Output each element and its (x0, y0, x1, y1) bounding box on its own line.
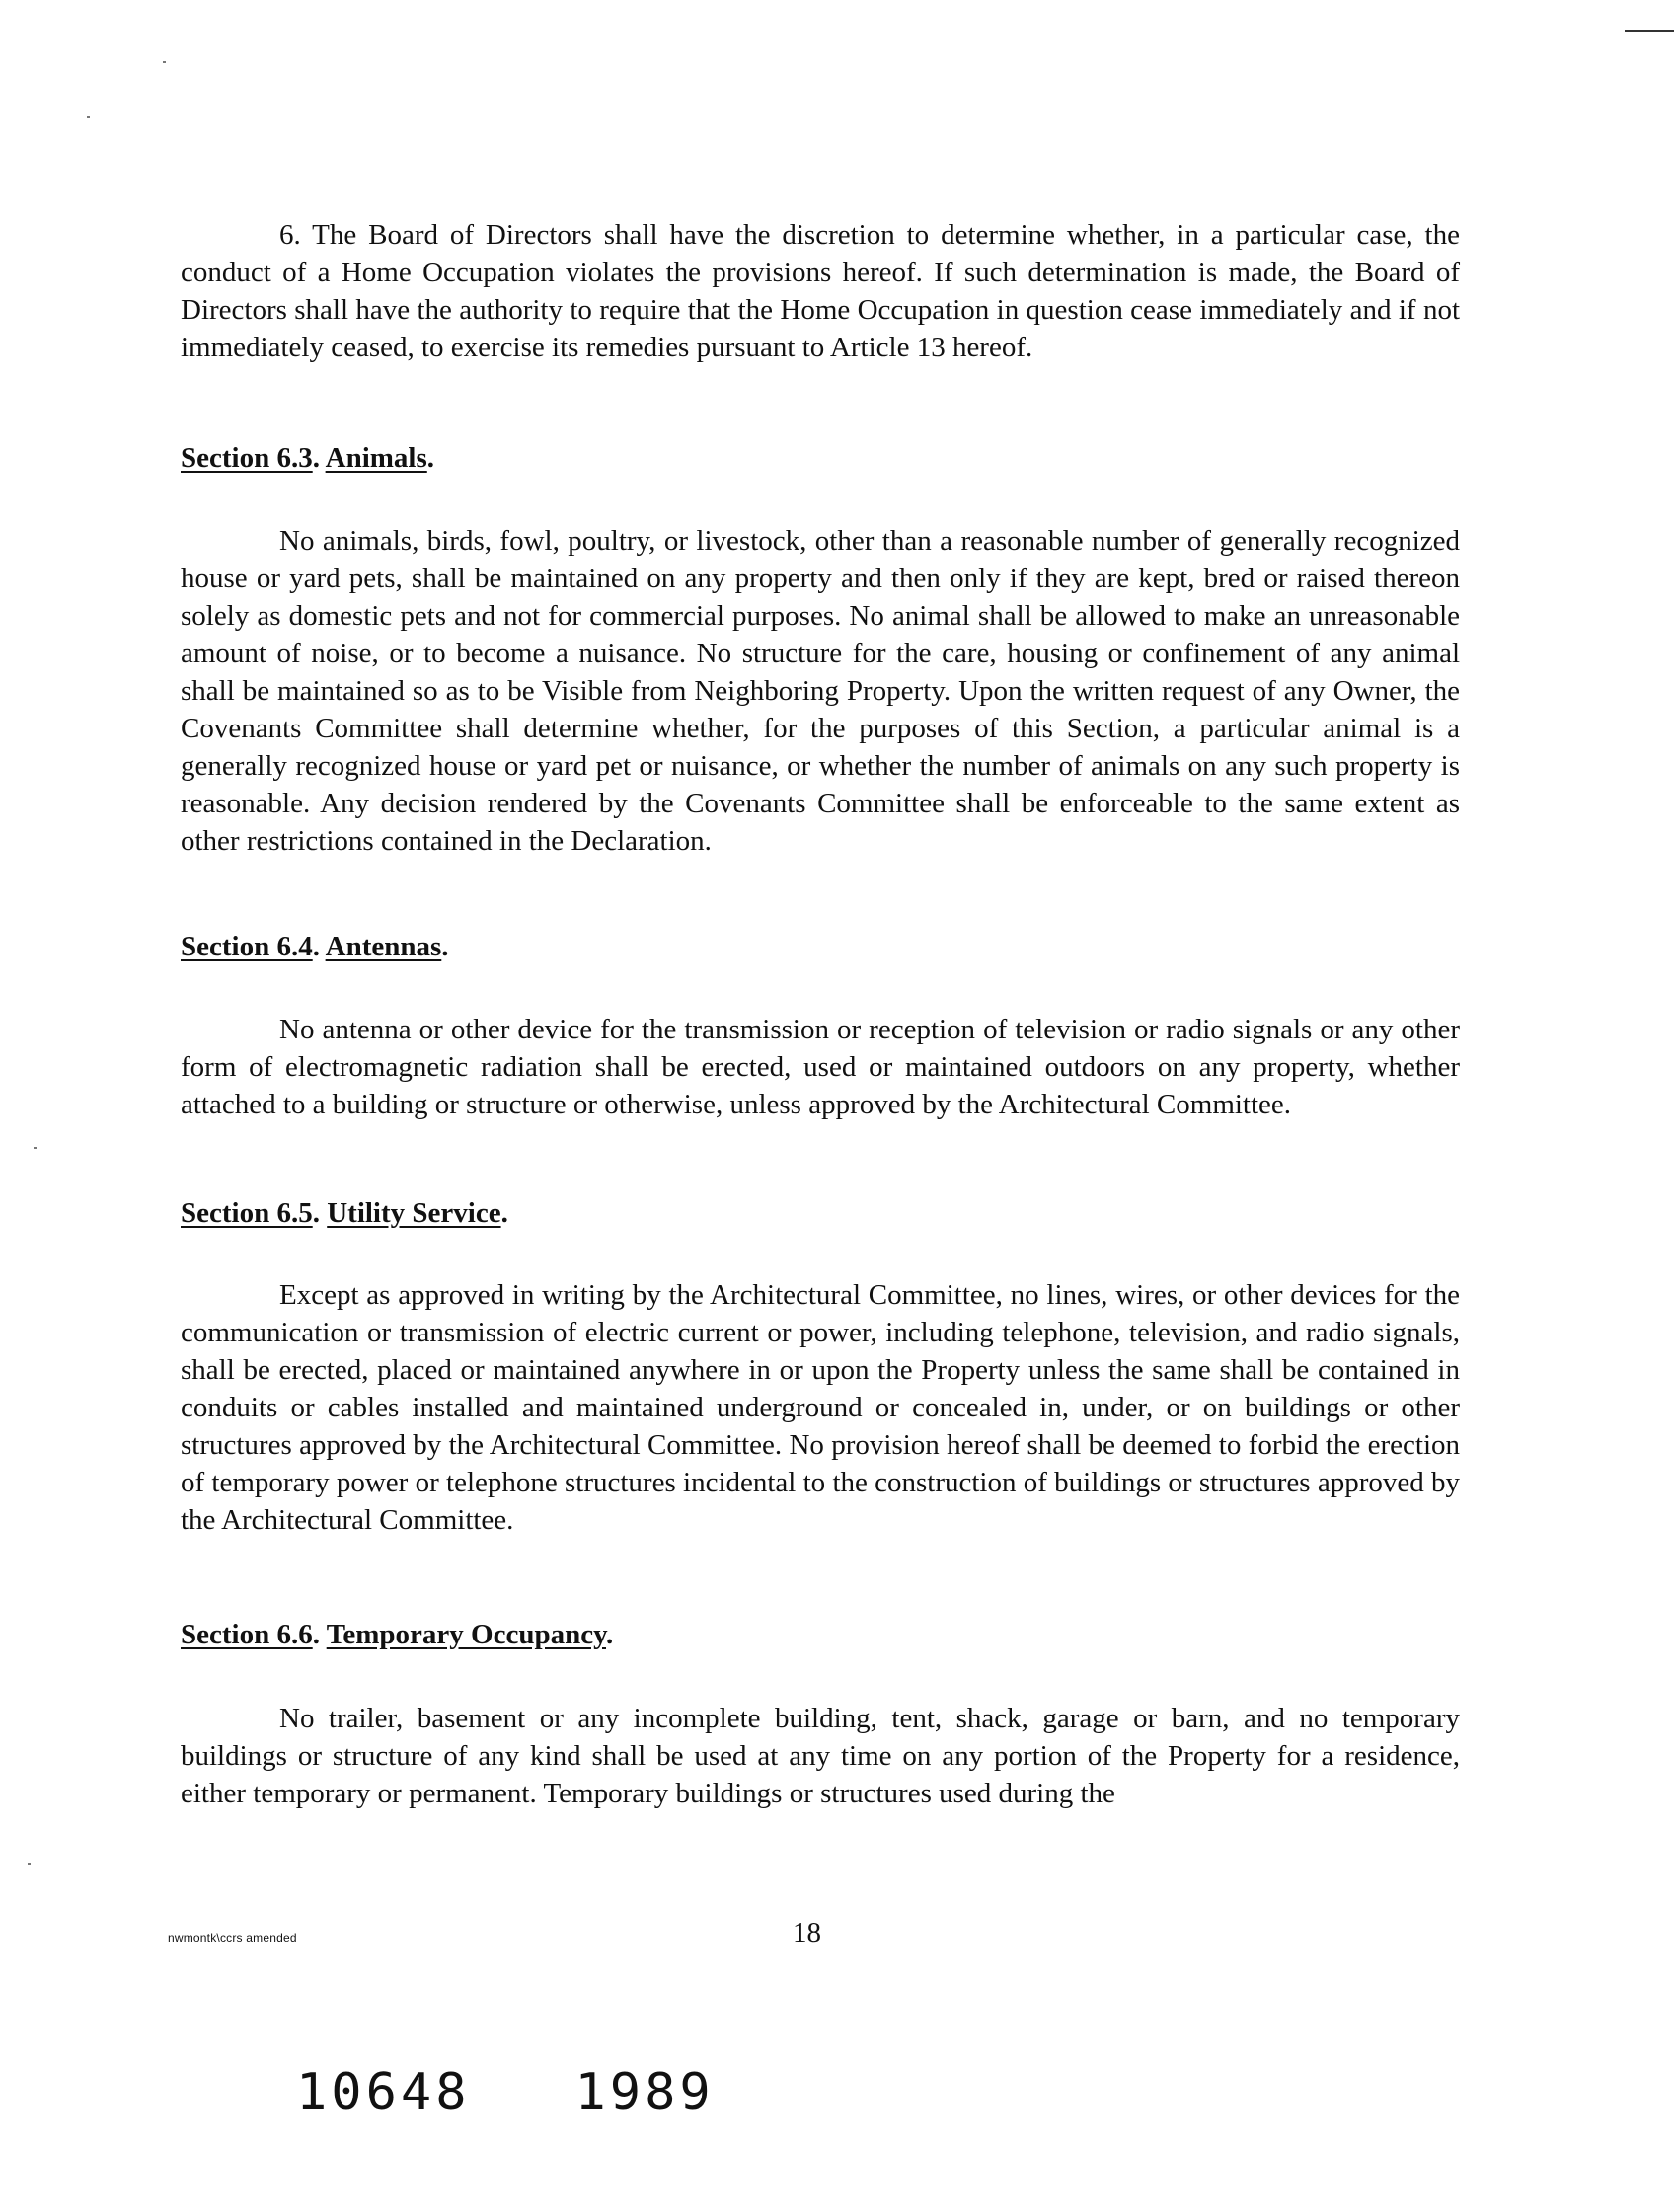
section-6-3-text: No animals, birds, fowl, poultry, or livestock, other than a reasonable number of generally recognized house or yard pets, shall be maintained on any property and then only if they are kept, bred or raised thereon solely as domestic pets and not for commercial purposes. No animal shall be allowed to make an unreasonable amount of noise, or to become a nuisance. No structure for the care, housing or confinement of any animal shall be maintained so as to be Visible from Neighboring Property. Upon the written request of any Owner, the Covenants Committee shall determine whether, for the purposes of this Section, a particular animal is a generally recognized house or yard pet or nuisance, or whether the number of animals on any such property is reasonable. Any decision rendered by the Covenants Committee shall be enforceable to the same extent as other restrictions contained in the Declaration. (181, 525, 1460, 857)
page-number: 18 (793, 1917, 821, 1948)
section-6-4-label: Section 6.4 (181, 931, 313, 962)
section-6-3-title: Animals (325, 442, 427, 474)
item-6-paragraph (181, 216, 1460, 366)
section-6-5-heading: Section 6.5. Utility Service. (181, 1197, 508, 1229)
section-6-6-label: Section 6.6 (181, 1619, 313, 1650)
section-6-6-heading: Section 6.6. Temporary Occupancy. (181, 1619, 614, 1650)
footer-file-path: nwmontk\ccrs amended (168, 1931, 297, 1945)
section-6-3-body (181, 522, 1460, 860)
section-6-5-text: Except as approved in writing by the Architectural Committee, no lines, wires, or other devices for the communication or transmission of electric current or power, including telephone, television, and radio signals, shall be erected, placed or maintained anywhere in or upon the Property unless the same shall be contained in conduits or cables installed and maintained underground or concealed in, under, or on buildings or other structures approved by the Architectural Committee. No provision hereof shall be deemed to forbid the erection of temporary power or telephone structures incidental to the construction of buildings or structures approved by the Architectural Committee. (181, 1279, 1460, 1536)
section-6-5-label: Section 6.5 (181, 1197, 313, 1229)
section-6-4-title: Antennas (325, 931, 442, 962)
recording-book-number: 10648 (296, 2063, 471, 2122)
section-6-4-heading: Section 6.4. Antennas. (181, 931, 449, 962)
section-6-5-title: Utility Service (327, 1197, 501, 1229)
section-6-6-body (181, 1700, 1460, 1812)
recording-stamp (296, 2063, 715, 2122)
section-6-3-heading: Section 6.3. Animals. (181, 442, 435, 474)
scan-speck (34, 1147, 37, 1149)
scan-edge-mark (1625, 30, 1674, 32)
section-6-3-label: Section 6.3 (181, 442, 313, 474)
item-6-number: 6. (279, 219, 301, 251)
scan-speck (163, 61, 166, 63)
section-6-6-title: Temporary Occupancy (326, 1619, 606, 1650)
item-6-text: The Board of Directors shall have the discretion to determine whether, in a particular case, the conduct of a Home Occupation violates the provisions hereof. If such determination is made, the Board of Directors shall have the authority to require that the Home Occupation in question cease immediately and if not immediately ceased, to exercise its remedies pursuant to Article 13 hereof. (181, 219, 1460, 363)
section-6-4-body (181, 1011, 1460, 1123)
scan-speck (28, 1863, 31, 1865)
recording-page-number: 1989 (574, 2063, 715, 2122)
scan-speck (87, 116, 90, 118)
section-6-6-text: No trailer, basement or any incomplete building, tent, shack, garage or barn, and no temporary buildings or structure of any kind shall be used at any time on any portion of the Property for a residence, either temporary or permanent. Temporary buildings or structures used during the (181, 1703, 1460, 1809)
section-6-4-text: No antenna or other device for the transmission or reception of television or radio signals or any other form of electromagnetic radiation shall be erected, used or maintained outdoors on any property, whether attached to a building or structure or otherwise, unless approved by the Architectural Committee. (181, 1014, 1460, 1120)
section-6-5-body (181, 1276, 1460, 1539)
